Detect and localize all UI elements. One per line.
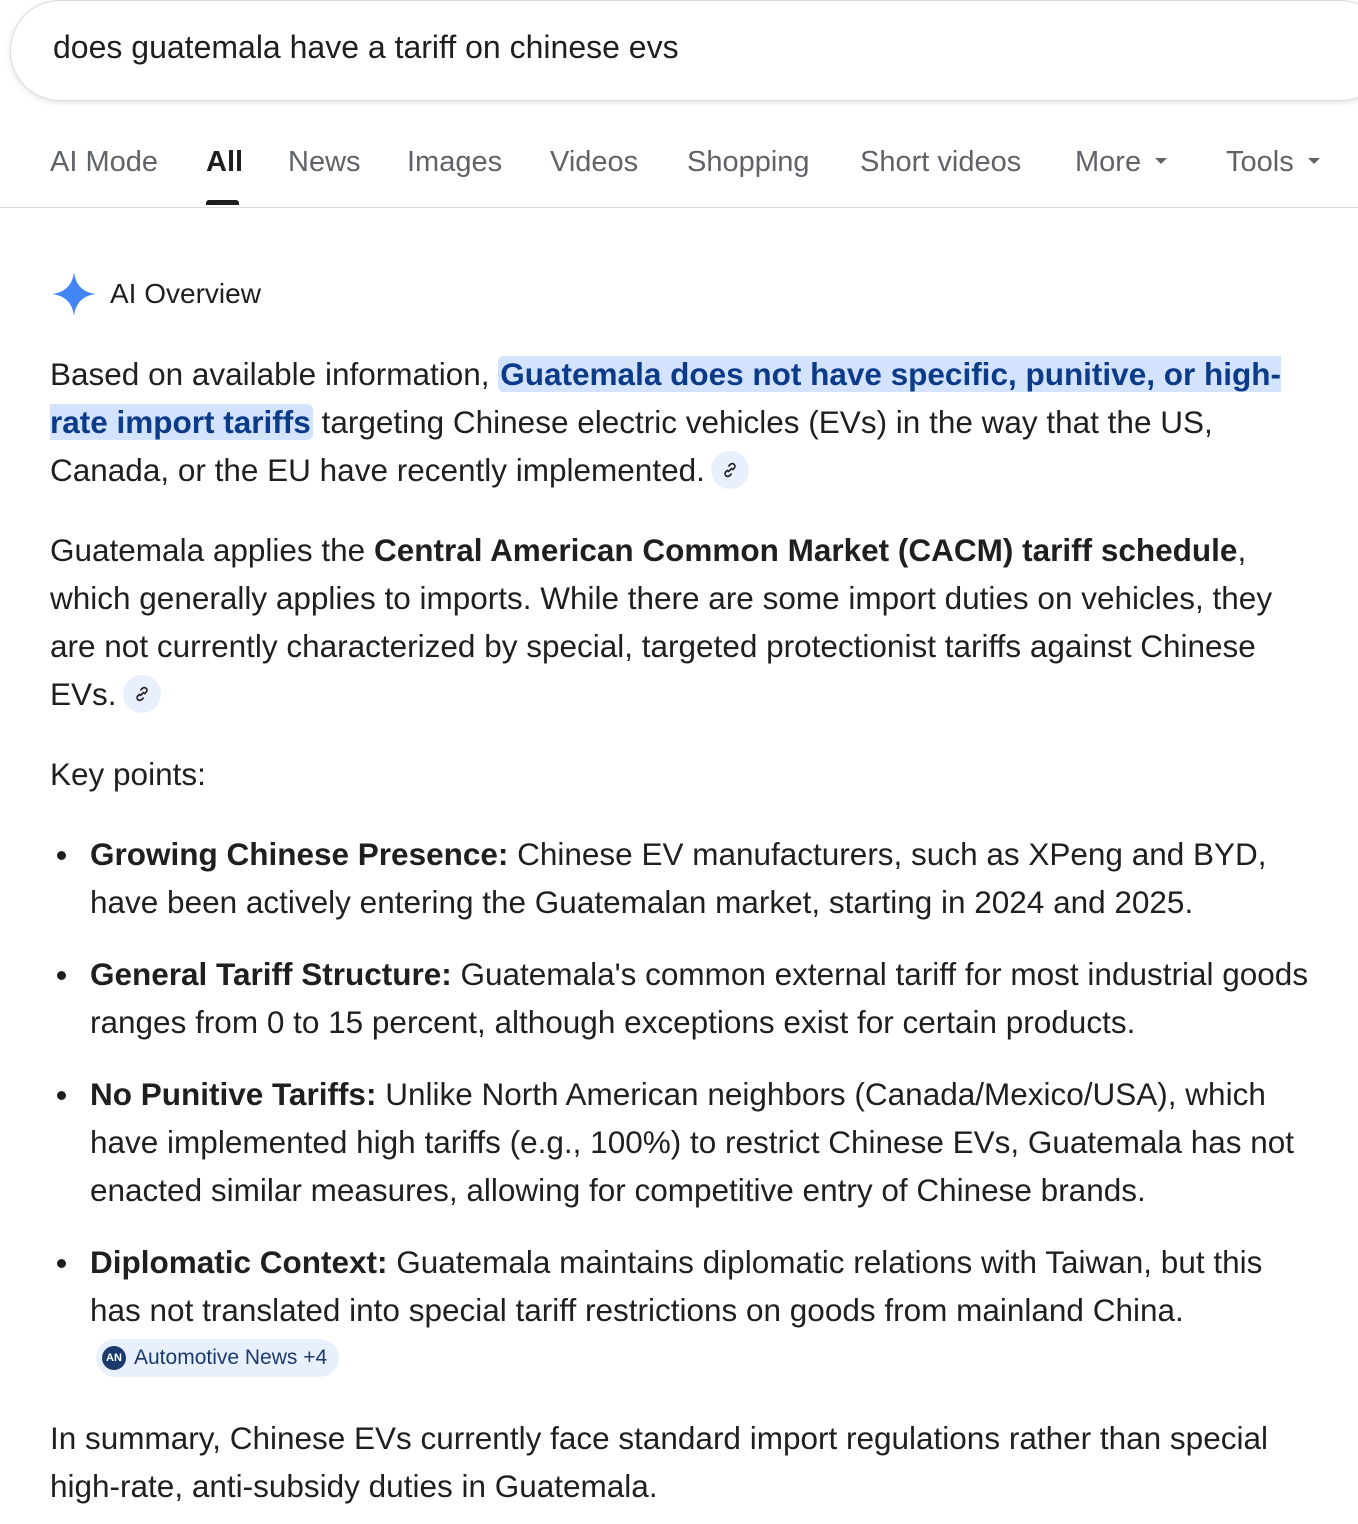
overview-paragraph-1 [50, 350, 1320, 494]
tab-all[interactable]: All [206, 146, 244, 178]
key-points-list [50, 830, 1320, 1382]
automotive-news-logo: AN [102, 1346, 126, 1370]
point-title: No Punitive Tariffs: [90, 1076, 377, 1112]
link-chip[interactable] [711, 451, 749, 489]
point-title: Diplomatic Context: [90, 1244, 388, 1280]
link-icon [721, 461, 739, 479]
chevron-down-icon [1308, 158, 1320, 164]
list-item [50, 1070, 1320, 1214]
cacm-bold: Central American Common Market (CACM) tariff schedule [373, 532, 1238, 568]
source-chip[interactable] [96, 1339, 339, 1377]
p2-pre-text: Guatemala applies the [50, 532, 374, 568]
ai-overview-title: AI Overview [110, 278, 261, 309]
chevron-down-icon [1155, 158, 1167, 164]
point-text: Unlike North American neighbors (Canada/Mexico/USA), which have implemented high tariffs (e.g., 100%) to restrict Chinese EVs, Guatemala has not enacted similar measures, allowing for competitive entry of Chinese brands. [90, 1076, 1295, 1208]
key-points-label: Key points: [50, 756, 206, 792]
highlighted-answer: Guatemala does not have specific, punitive, or high-rate import tariffs [50, 356, 1281, 440]
overview-paragraph-2 [50, 526, 1320, 718]
search-box[interactable] [10, 0, 1358, 101]
tab-videos[interactable]: Videos [550, 146, 639, 178]
tab-news[interactable]: News [288, 146, 361, 178]
search-tabs [0, 130, 1358, 208]
ai-overview-header [50, 270, 261, 318]
active-tab-indicator [206, 200, 239, 205]
search-query[interactable]: does guatemala have a tariff on chinese evs [53, 29, 679, 65]
link-chip[interactable] [123, 675, 161, 713]
list-item [50, 950, 1320, 1046]
point-title: General Tariff Structure: [90, 956, 452, 992]
p2-post-text: , which generally applies to imports. While there are some import duties on vehicles, they are not currently characterized by special, targeted protectionist tariffs against Chinese EVs. [50, 532, 1273, 712]
point-text: Guatemala maintains diplomatic relations with Taiwan, but this has not translated into special tariff restrictions on goods from mainland China. [90, 1244, 1263, 1328]
list-item [50, 1238, 1320, 1382]
source-chip-label: Automotive News +4 [134, 1345, 328, 1369]
tab-more[interactable] [1075, 146, 1167, 179]
point-text: Chinese EV manufacturers, such as XPeng and BYD, have been actively entering the Guatemalan market, starting in 2024 and 2025. [90, 836, 1267, 920]
p1-post-text: targeting Chinese electric vehicles (EVs) in the way that the US, Canada, or the EU have recently implemented. [50, 404, 1213, 488]
tab-ai-mode[interactable]: AI Mode [50, 146, 158, 178]
tab-tools[interactable] [1226, 146, 1320, 179]
p1-pre-text: Based on available information, [50, 356, 499, 392]
link-icon [133, 685, 151, 703]
tab-shopping[interactable]: Shopping [687, 146, 810, 178]
summary-paragraph: In summary, Chinese EVs currently face standard import regulations rather than special high-rate, anti-subsidy duties in Guatemala. [50, 1420, 1268, 1504]
tab-short-videos[interactable]: Short videos [860, 146, 1022, 178]
tab-tools-label: Tools [1226, 146, 1294, 178]
tab-more-label: More [1075, 146, 1142, 178]
list-item [50, 830, 1320, 926]
tab-images[interactable]: Images [407, 146, 503, 178]
point-text: Guatemala's common external tariff for most industrial goods ranges from 0 to 15 percent, although exceptions exist for certain products. [90, 956, 1309, 1040]
ai-overview-content [50, 350, 1320, 1524]
point-title: Growing Chinese Presence: [90, 836, 509, 872]
sparkle-icon [50, 270, 98, 318]
